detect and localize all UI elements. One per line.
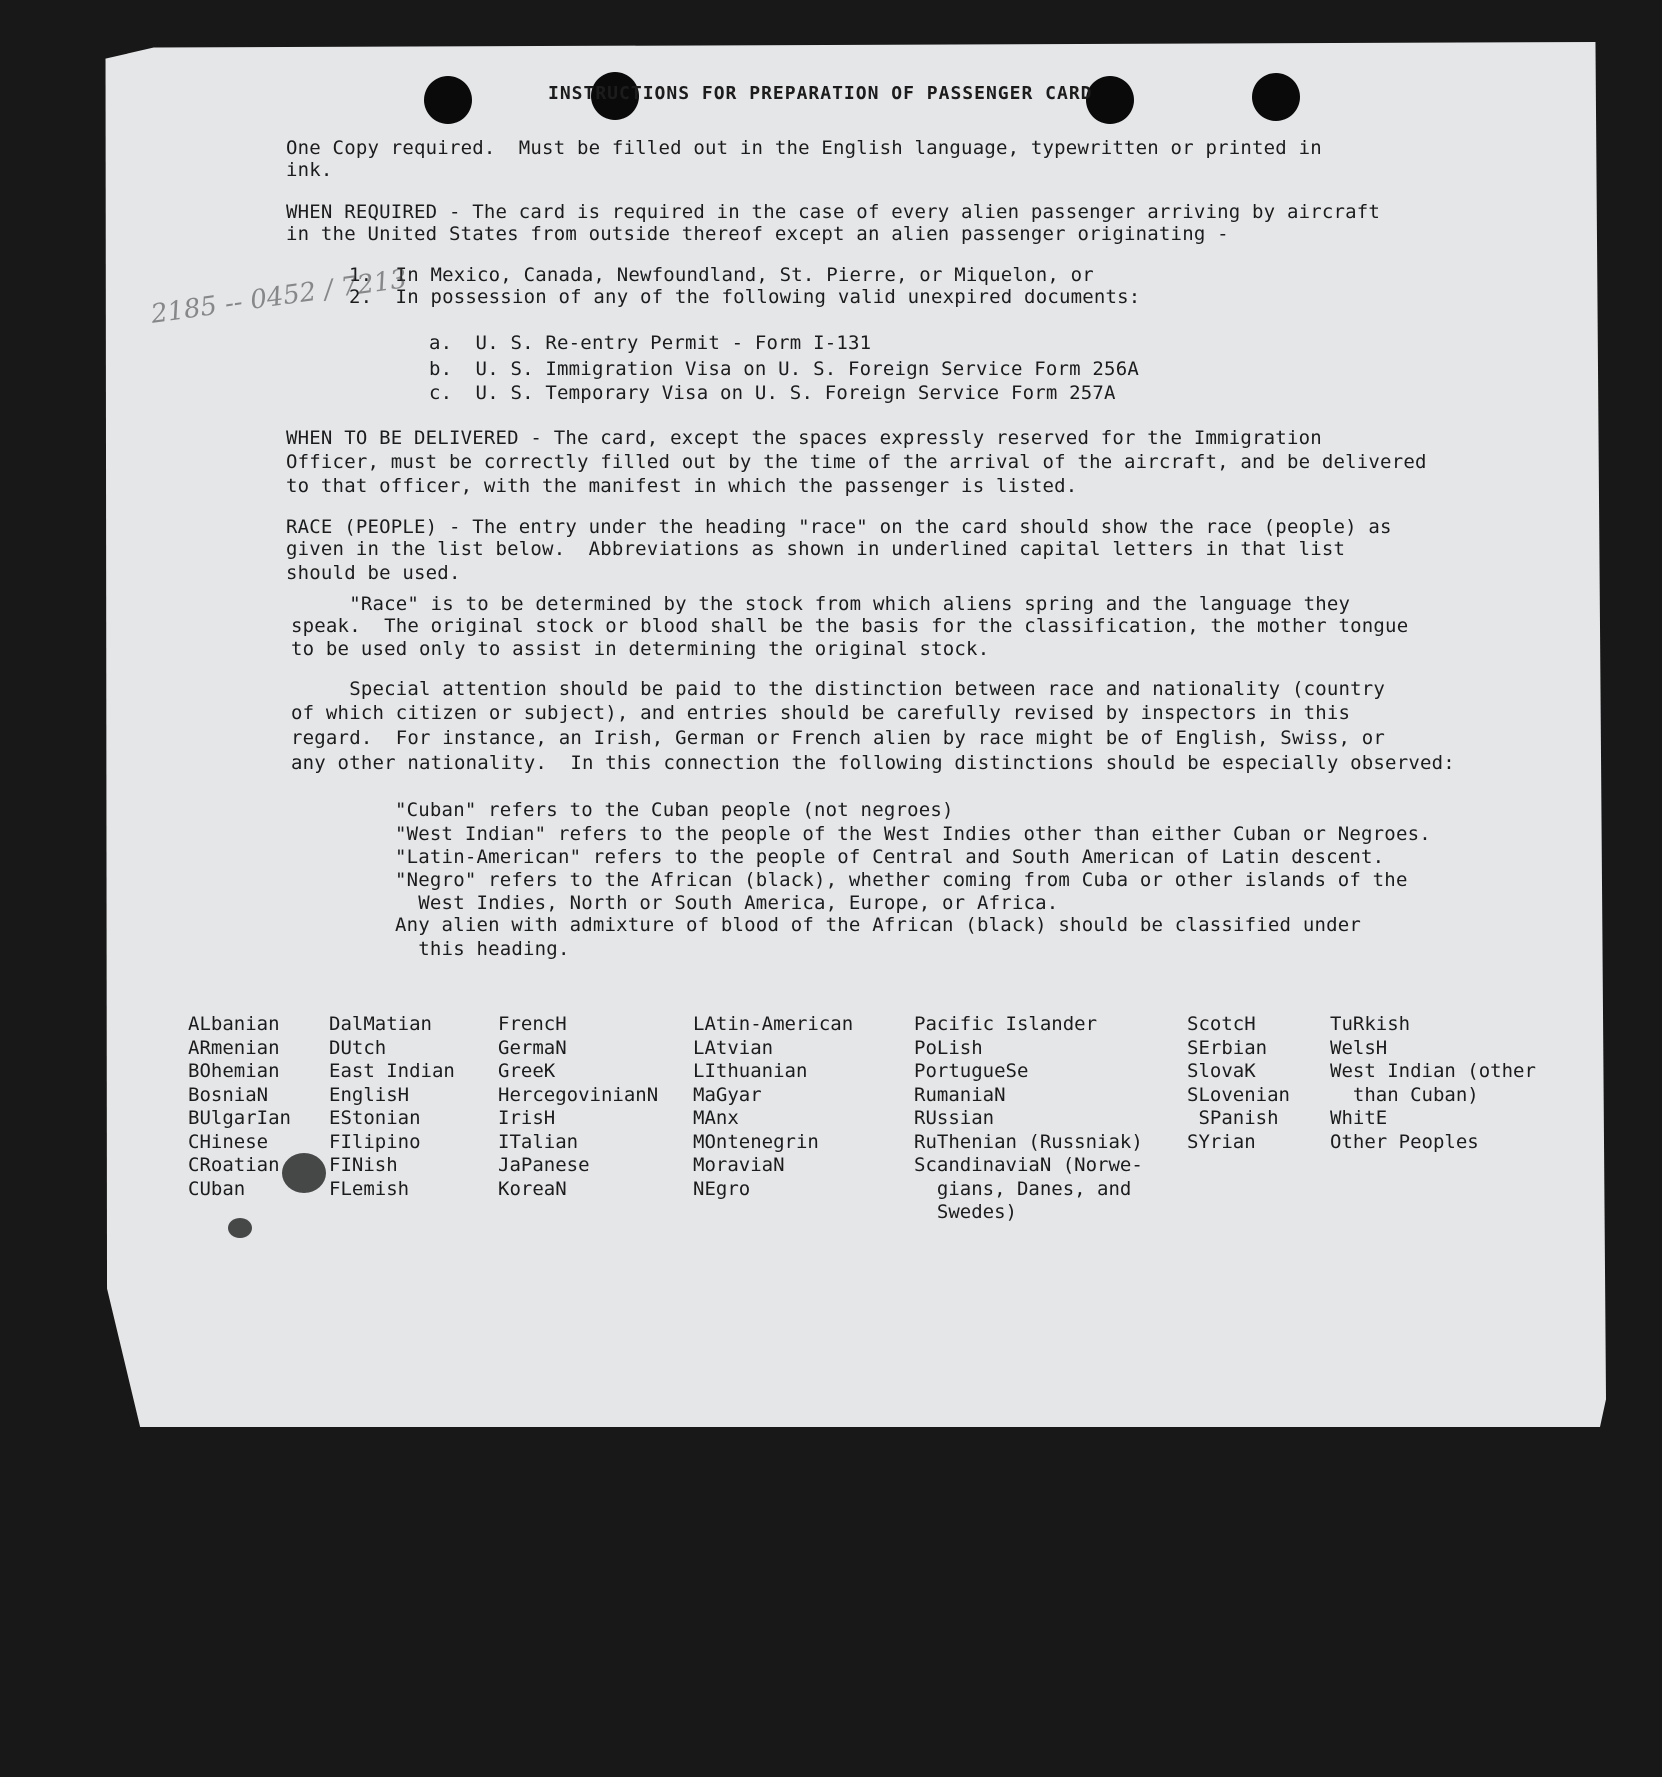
race-list-item: HercegovinianN <box>498 1083 659 1106</box>
race-list-item: RumaniaN <box>914 1083 1006 1106</box>
when-required-line: in the United States from outside thereof except an alien passenger originating - <box>286 223 1229 245</box>
race-paragraph-line: Special attention should be paid to the distinction between race and nationality (country <box>291 678 1386 700</box>
race-list-item: Pacific Islander <box>914 1013 1098 1035</box>
race-list-item: SPanish <box>1187 1107 1279 1129</box>
distinction-note: "Cuban" refers to the Cuban people (not negroes) <box>395 799 954 821</box>
race-list-item: ITalian <box>498 1130 579 1153</box>
distinction-note: "Negro" refers to the African (black), whether coming from Cuba or other islands of the <box>395 869 1408 891</box>
race-list-item: DalMatian <box>329 1013 432 1035</box>
race-list-item: WhitE <box>1330 1107 1388 1129</box>
race-list-item: Other Peoples <box>1330 1130 1479 1153</box>
distinction-note: this heading. <box>395 938 570 960</box>
page-title: INSTRUCTIONS FOR PREPARATION OF PASSENGER CARD <box>548 83 1093 104</box>
race-list-item: GreeK <box>498 1060 556 1082</box>
race-list-item: ScotcH <box>1187 1013 1256 1035</box>
race-list-item: MAnx <box>693 1107 739 1129</box>
race-list-item: FINish <box>329 1154 398 1176</box>
race-list-item: CUban <box>188 1177 246 1200</box>
race-list-column <box>914 1013 1143 1225</box>
race-paragraph-line: any other nationality. In this connection the following distinctions should be especially observed: <box>291 752 1455 774</box>
race-list-item: Swedes) <box>914 1201 1017 1223</box>
distinction-note: Any alien with admixture of blood of the African (black) should be classified under <box>395 914 1362 936</box>
when-required-item: 2. In possession of any of the following valid unexpired documents: <box>349 286 1141 308</box>
race-list-item: CRoatian <box>188 1154 280 1176</box>
race-list-item: WelsH <box>1330 1036 1388 1059</box>
race-list-item: SYrian <box>1187 1130 1256 1153</box>
race-list-item: SErbian <box>1187 1036 1268 1059</box>
when-delivered-line: Officer, must be correctly filled out by the time of the arrival of the aircraft, and be delivered <box>286 451 1427 473</box>
intro-line: One Copy required. Must be filled out in the English language, typewritten or printed in <box>286 137 1322 159</box>
document-item: a. U. S. Re-entry Permit - Form I-131 <box>429 332 872 354</box>
race-list-item: LIthuanian <box>693 1060 808 1082</box>
race-list-item: EStonian <box>329 1107 421 1129</box>
race-list-item: EnglisH <box>329 1083 410 1106</box>
race-paragraph-line: to be used only to assist in determining the original stock. <box>291 638 990 660</box>
race-list-item: PortugueSe <box>914 1060 1029 1082</box>
race-list-item: KoreaN <box>498 1177 567 1200</box>
race-list-column <box>329 1013 455 1201</box>
race-list-item: ARmenian <box>188 1036 280 1059</box>
race-list-item: BosniaN <box>188 1083 269 1106</box>
race-paragraph-line: speak. The original stock or blood shall be the basis for the classification, the mother tongue <box>291 615 1409 637</box>
race-list-item: DUtch <box>329 1036 387 1059</box>
race-list-column <box>1187 1013 1290 1154</box>
race-list-item: LAtvian <box>693 1036 774 1059</box>
race-paragraph-line: RACE (PEOPLE) - The entry under the heading "race" on the card should show the race (people) as <box>286 516 1392 538</box>
race-list-column <box>188 1013 291 1201</box>
race-list-item: SlovaK <box>1187 1060 1256 1082</box>
when-delivered-line: WHEN TO BE DELIVERED - The card, except the spaces expressly reserved for the Immigration <box>286 427 1322 449</box>
race-list-item: BUlgarIan <box>188 1107 291 1129</box>
punch-hole <box>424 76 472 124</box>
race-list-item: MaGyar <box>693 1083 762 1106</box>
ink-smudge <box>282 1153 326 1193</box>
race-paragraph-line: given in the list below. Abbreviations as shown in underlined capital letters in that list <box>286 538 1346 560</box>
race-list-item: FrencH <box>498 1013 567 1035</box>
race-list-item: East Indian <box>329 1060 455 1082</box>
punch-hole <box>1086 76 1134 124</box>
race-list-item: SLovenian <box>1187 1083 1290 1106</box>
punch-hole <box>1252 73 1300 121</box>
when-required-item: 1. In Mexico, Canada, Newfoundland, St. Pierre, or Miquelon, or <box>349 264 1094 286</box>
race-list-item: IrisH <box>498 1107 556 1129</box>
race-list-item: than Cuban) <box>1330 1083 1479 1106</box>
race-list-item: RUssian <box>914 1107 995 1129</box>
race-list-item: RuThenian (Russniak) <box>914 1130 1143 1153</box>
race-list-item: JaPanese <box>498 1154 590 1176</box>
race-paragraph-line: of which citizen or subject), and entries should be carefully revised by inspectors in this <box>291 702 1351 724</box>
when-delivered-line: to that officer, with the manifest in which the passenger is listed. <box>286 475 1078 497</box>
race-list-item: BOhemian <box>188 1060 280 1082</box>
race-paragraph-line: "Race" is to be determined by the stock from which aliens spring and the language they <box>291 593 1351 615</box>
race-list-item: GermaN <box>498 1036 567 1059</box>
race-list-item: NEgro <box>693 1177 751 1200</box>
document-item: b. U. S. Immigration Visa on U. S. Foreign Service Form 256A <box>429 358 1139 380</box>
ink-smudge <box>228 1218 252 1238</box>
distinction-note: "Latin-American" refers to the people of Central and South American of Latin descent. <box>395 846 1385 868</box>
race-list-column <box>498 1013 658 1201</box>
document-item: c. U. S. Temporary Visa on U. S. Foreign Service Form 257A <box>429 382 1116 404</box>
race-list-item: ScandinaviaN (Norwe- <box>914 1154 1143 1176</box>
distinction-note: "West Indian" refers to the people of the West Indies other than either Cuban or Negroes. <box>395 823 1431 845</box>
handwritten-annotation: 2185 -- 0452 / 7213 <box>149 264 409 330</box>
race-list-item: LAtin-American <box>693 1013 854 1035</box>
race-list-item: PoLish <box>914 1036 983 1059</box>
race-paragraph-line: regard. For instance, an Irish, German or French alien by race might be of English, Swiss, or <box>291 727 1386 749</box>
intro-line: ink. <box>286 159 333 181</box>
race-list-item: MOntenegrin <box>693 1130 819 1153</box>
race-list-item: FIlipino <box>329 1130 421 1153</box>
race-list-column <box>693 1013 853 1201</box>
race-list-column <box>1330 1013 1536 1154</box>
race-list-item: TuRkish <box>1330 1013 1411 1035</box>
race-list-item: West Indian (other <box>1330 1060 1536 1082</box>
race-list-item: FLemish <box>329 1177 410 1200</box>
when-required-line: WHEN REQUIRED - The card is required in the case of every alien passenger arriving by aircraft <box>286 201 1381 223</box>
race-list-item: MoraviaN <box>693 1154 785 1176</box>
race-list-item: gians, Danes, and <box>914 1177 1132 1200</box>
race-paragraph-line: should be used. <box>286 562 461 584</box>
race-list-item: CHinese <box>188 1130 269 1153</box>
distinction-note: West Indies, North or South America, Europe, or Africa. <box>395 892 1059 914</box>
race-list-item: ALbanian <box>188 1013 280 1035</box>
